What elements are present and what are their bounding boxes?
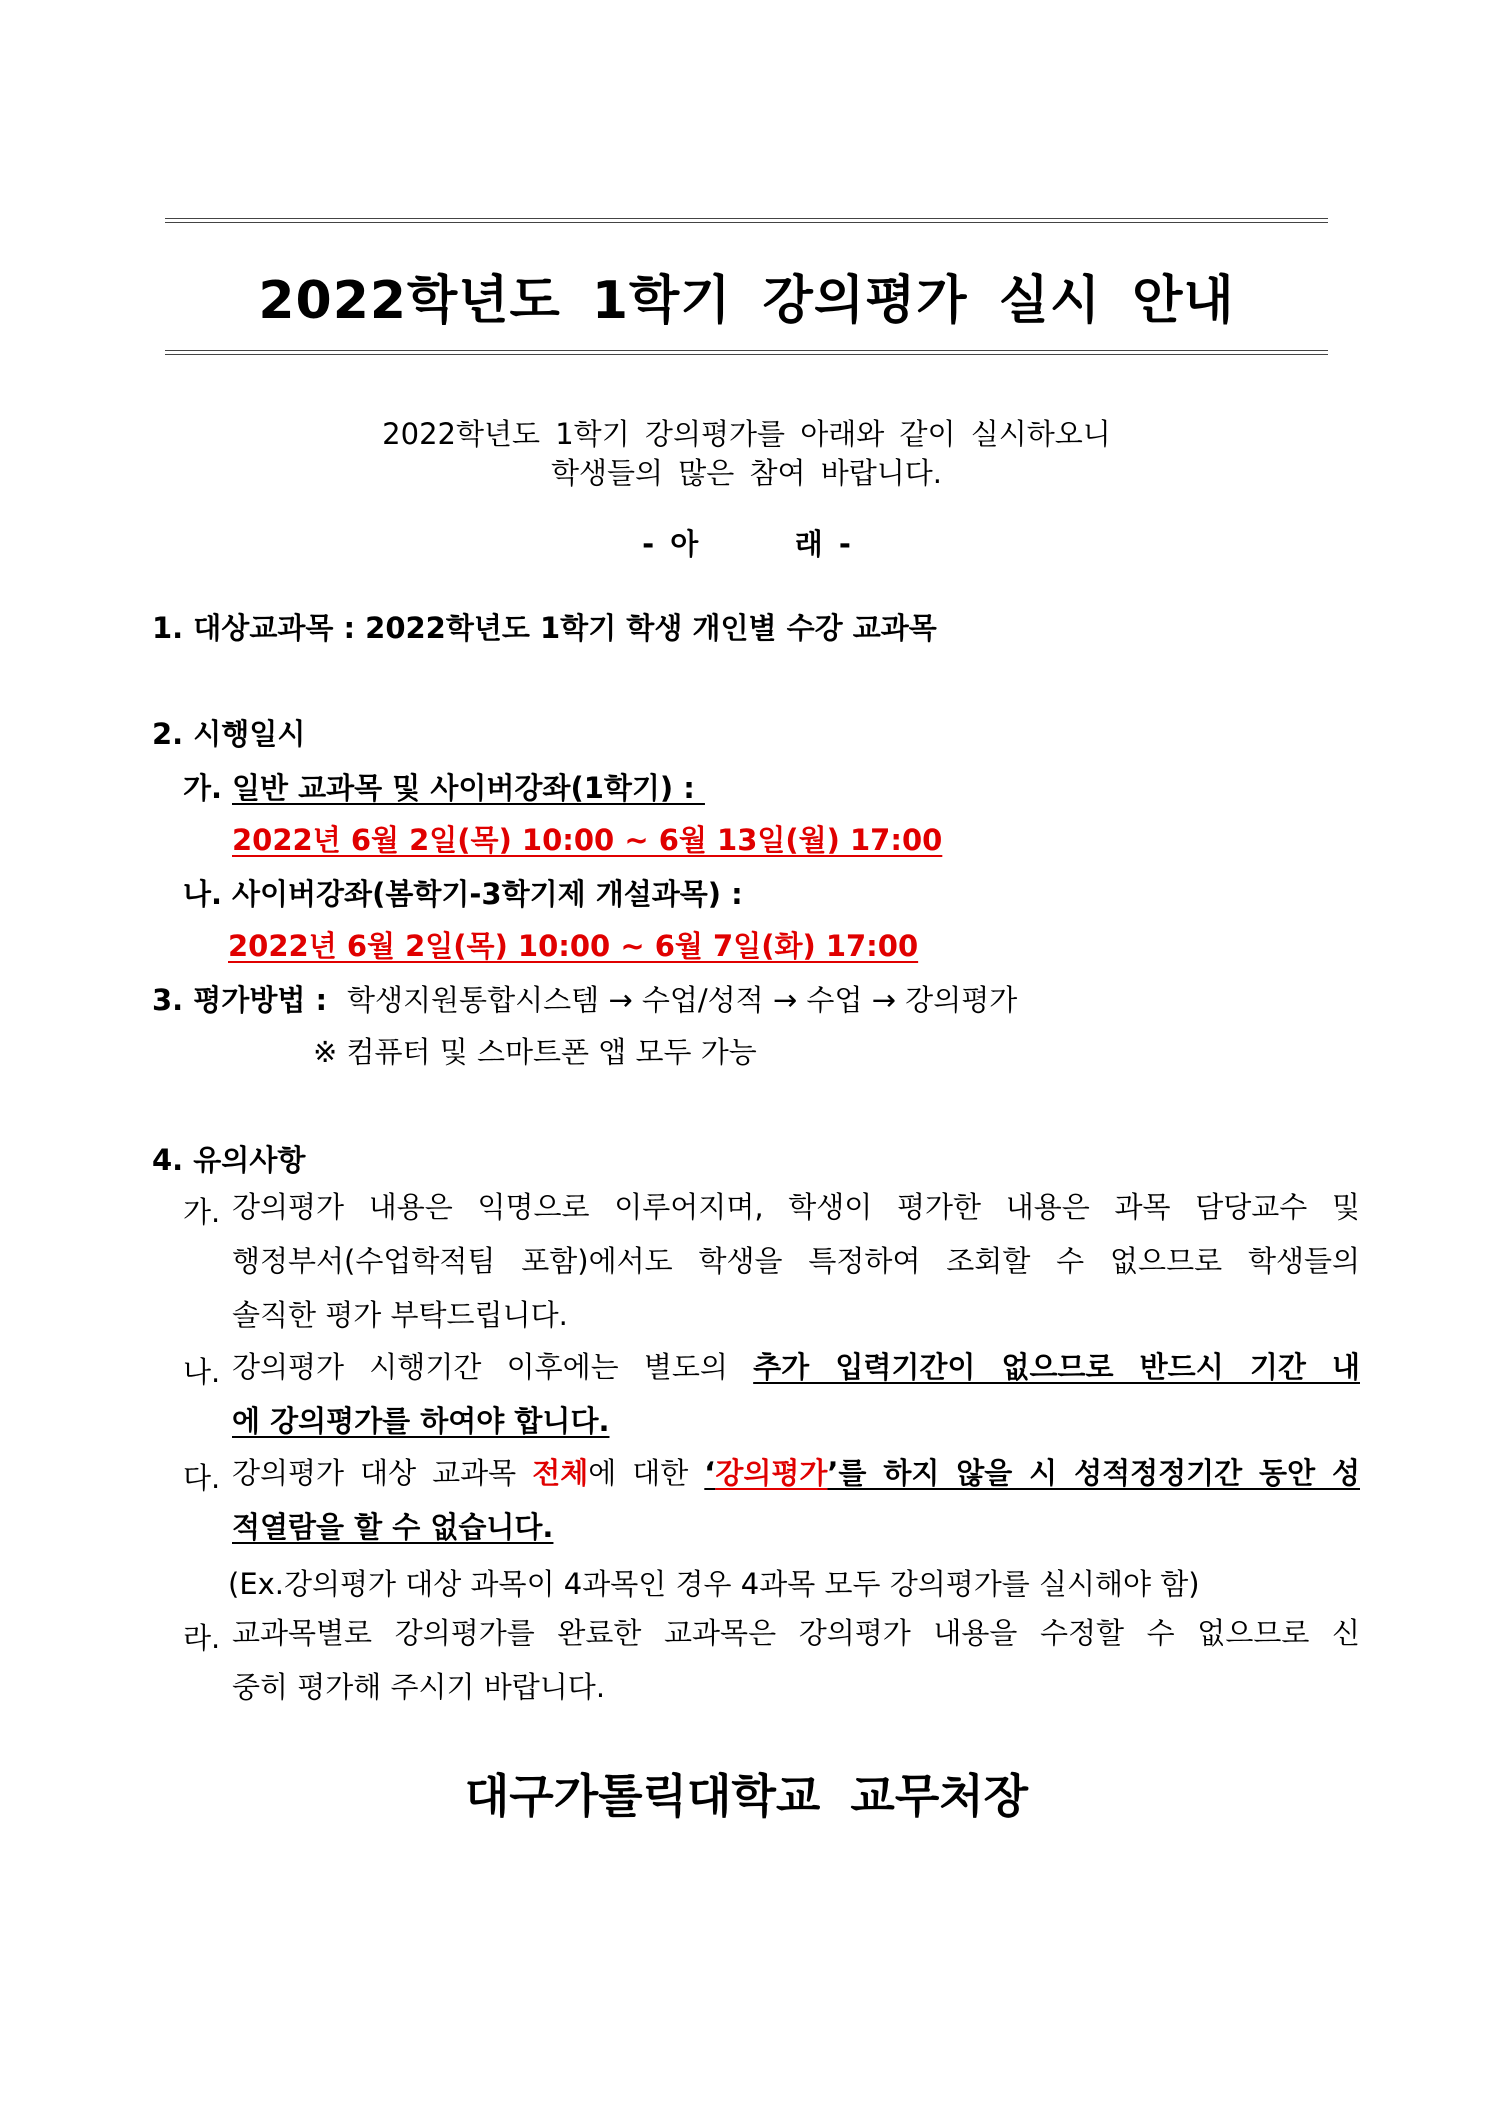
note-na-marker: 나. bbox=[183, 1355, 221, 1389]
note-da-emphasis-1: ’를 하지 않을 시 성적정정기간 동안 성 bbox=[827, 1456, 1360, 1490]
note-ra-line-2: 중히 평가해 주시기 바랍니다. bbox=[232, 1670, 606, 1704]
note-da-line-2 bbox=[232, 1501, 1360, 1553]
note-ra-marker: 라. bbox=[183, 1621, 221, 1655]
note-na-line-2 bbox=[232, 1395, 1360, 1447]
note-da-example: (Ex.강의평가 대상 과목이 4과목인 경우 4과목 모두 강의평가를 실시해야 함) bbox=[228, 1567, 1200, 1601]
note-da-emphasis-2: 적열람을 할 수 없습니다. bbox=[232, 1510, 554, 1544]
item-target-courses: 1. 대상교과목 : 2022학년도 1학기 학생 개인별 수강 교과목 bbox=[152, 611, 937, 645]
title-top-rule bbox=[165, 218, 1328, 223]
intro-line-1: 2022학년도 1학기 강의평가를 아래와 같이 실시하오니 bbox=[382, 417, 1111, 451]
note-na-line-1 bbox=[232, 1341, 1360, 1393]
item-notes-heading: 4. 유의사항 bbox=[152, 1143, 306, 1177]
note-da-line-1 bbox=[232, 1447, 1360, 1499]
schedule-ga-title: 일반 교과목 및 사이버강좌(1학기) : bbox=[232, 771, 705, 805]
page-title: 2022학년도 1학기 강의평가 실시 안내 bbox=[258, 271, 1235, 331]
note-da-plain-2: 에 대한 bbox=[588, 1456, 705, 1490]
note-ga-line-2: 행정부서(수업학적팀 포함)에서도 학생을 특정하여 조회할 수 없으므로 학생들의 bbox=[232, 1244, 1360, 1278]
item-schedule-heading: 2. 시행일시 bbox=[152, 717, 306, 751]
note-da-plain-1: 강의평가 대상 교과목 bbox=[232, 1456, 533, 1490]
intro-line-2: 학생들의 많은 참여 바랍니다. bbox=[550, 456, 943, 490]
note-ra-line-1: 교과목별로 강의평가를 완료한 교과목은 강의평가 내용을 수정할 수 없으므로 신 bbox=[232, 1616, 1360, 1650]
item-method-label: 3. 평가방법 : bbox=[152, 983, 328, 1017]
item-method-path: 학생지원통합시스템 → 수업/성적 → 수업 → 강의평가 bbox=[347, 983, 1018, 1017]
note-na-plain: 강의평가 시행기간 이후에는 별도의 bbox=[232, 1350, 754, 1384]
below-label: - 아 래 - bbox=[642, 527, 851, 561]
note-ga-marker: 가. bbox=[183, 1195, 221, 1229]
schedule-ga-marker: 가. bbox=[183, 771, 223, 805]
schedule-na-period: 2022년 6월 2일(목) 10:00 ~ 6월 7일(화) 17:00 bbox=[228, 929, 919, 963]
schedule-ga-period: 2022년 6월 2일(목) 10:00 ~ 6월 13일(월) 17:00 bbox=[232, 823, 943, 857]
note-ga-line-1: 강의평가 내용은 익명으로 이루어지며, 학생이 평가한 내용은 과목 담당교수 및 bbox=[232, 1190, 1360, 1224]
title-bottom-rule bbox=[165, 350, 1328, 355]
issuer-signature: 대구가톨릭대학교 교무처장 bbox=[464, 1769, 1029, 1823]
schedule-na-marker: 나. bbox=[183, 877, 223, 911]
note-da-quote-open: ‘ bbox=[704, 1456, 716, 1490]
note-na-emphasis-2: 에 강의평가를 하여야 합니다. bbox=[232, 1404, 610, 1438]
note-da-red-all: 전체 bbox=[532, 1456, 589, 1490]
schedule-na-title: 사이버강좌(봄학기-3학기제 개설과목) : bbox=[232, 877, 743, 911]
note-na-emphasis-1: 추가 입력기간이 없으므로 반드시 기간 내 bbox=[753, 1350, 1360, 1384]
note-da-quote-red: 강의평가 bbox=[715, 1456, 828, 1490]
note-ga-line-3: 솔직한 평가 부탁드립니다. bbox=[232, 1298, 568, 1332]
item-method-note: ※ 컴퓨터 및 스마트폰 앱 모두 가능 bbox=[313, 1035, 757, 1069]
note-da-marker: 다. bbox=[183, 1461, 221, 1495]
